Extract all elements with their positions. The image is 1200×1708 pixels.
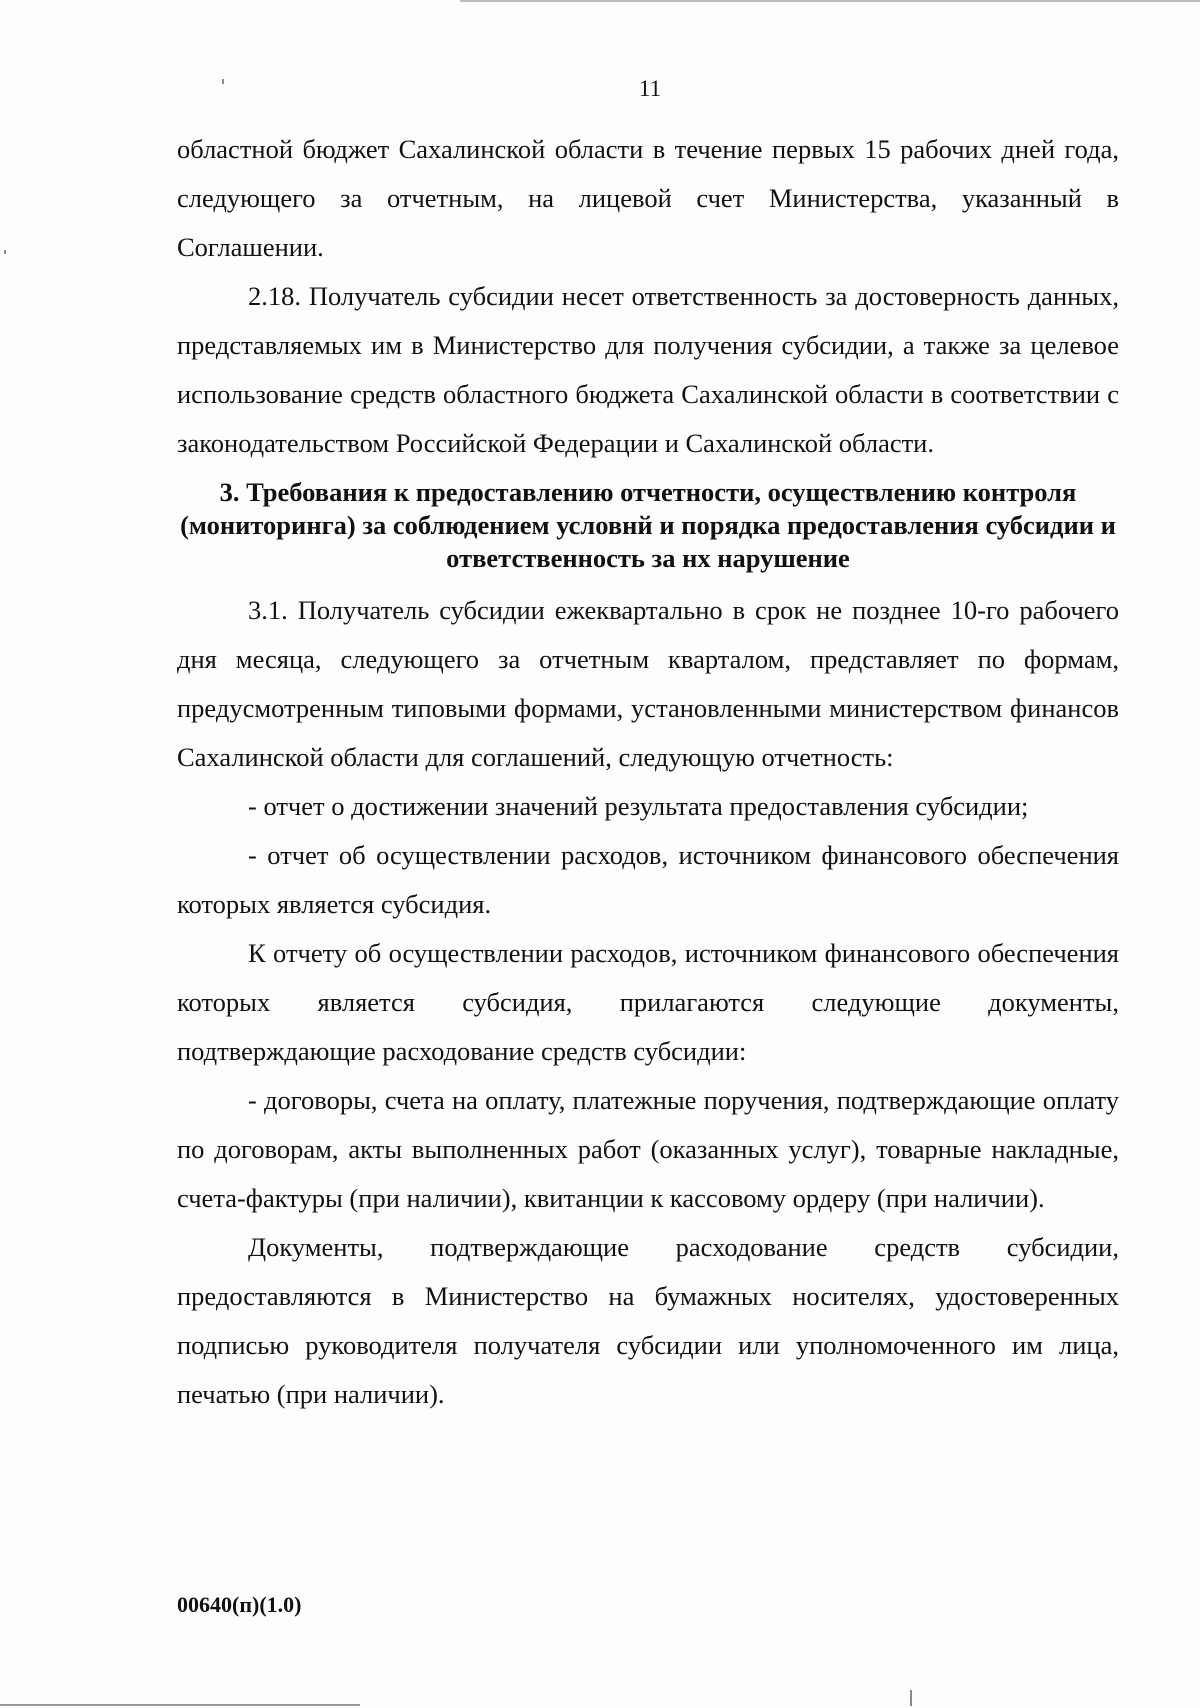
paragraph-2-18: 2.18. Получатель субсидии несет ответственность за достоверность данных, представляемых им в Министерство для получения субсидии, а также за целевое использование средств областного бюджета Сахалинской области в соответствии с законодательством Российской Федерации и Сахалинской области. <box>177 281 1119 458</box>
paragraph-continuation: областной бюджет Сахалинской области в течение первых 15 рабочих дней года, следующего за отчетным, на лицевой счет Министерства, указанный в Соглашении. <box>177 134 1119 262</box>
scan-edge-line-bottom <box>0 1704 360 1706</box>
document-code: 00640(п)(1.0) <box>177 1592 302 1617</box>
scan-speck <box>222 79 224 84</box>
document-body <box>177 125 1119 1419</box>
paragraph-3-1: 3.1. Получатель субсидии ежеквартально в срок не позднее 10-го рабочего дня месяца, следующего за отчетным кварталом, представляет по формам, предусмотренным типовыми формами, установленными министерством финансов Сахалинской области для соглашений, следующую отчетность: <box>177 595 1119 772</box>
page-number: 11 <box>638 76 662 101</box>
paragraph-attachments: К отчету об осуществлении расходов, источником финансового обеспечения которых является субсидия, прилагаются следующие документы, подтверждающие расходование средств субсидии: <box>177 938 1119 1066</box>
list-item-report-results: - отчет о достижении значений результата предоставления субсидии; <box>248 791 1029 821</box>
scan-speck <box>4 250 6 254</box>
list-item-documents: - договоры, счета на оплату, платежные поручения, подтверждающие оплату по договорам, акты выполненных работ (оказанных услуг), товарные накладные, счета-фактуры (при наличии), квитанции к кассовому ордеру (при наличии). <box>177 1085 1119 1213</box>
scan-edge-line-top <box>460 0 1200 2</box>
paragraph-documents-submission: Документы, подтверждающие расходование средств субсидии, предоставляются в Министерство на бумажных носителях, удостоверенных подписью руководителя получателя субсидии или уполномоченного им лица, печатью (при наличии). <box>177 1232 1119 1409</box>
list-item-report-expenses: - отчет об осуществлении расходов, источником финансового обеспечения которых является субсидия. <box>177 840 1119 919</box>
scan-speck <box>910 1690 912 1706</box>
section-heading: 3. Требования к предоставлению отчетности, осуществлению контроля (мониторинга) за соблюдением условнй и порядка предоставления субсидии и ответственность за нх нарушение <box>180 477 1116 573</box>
